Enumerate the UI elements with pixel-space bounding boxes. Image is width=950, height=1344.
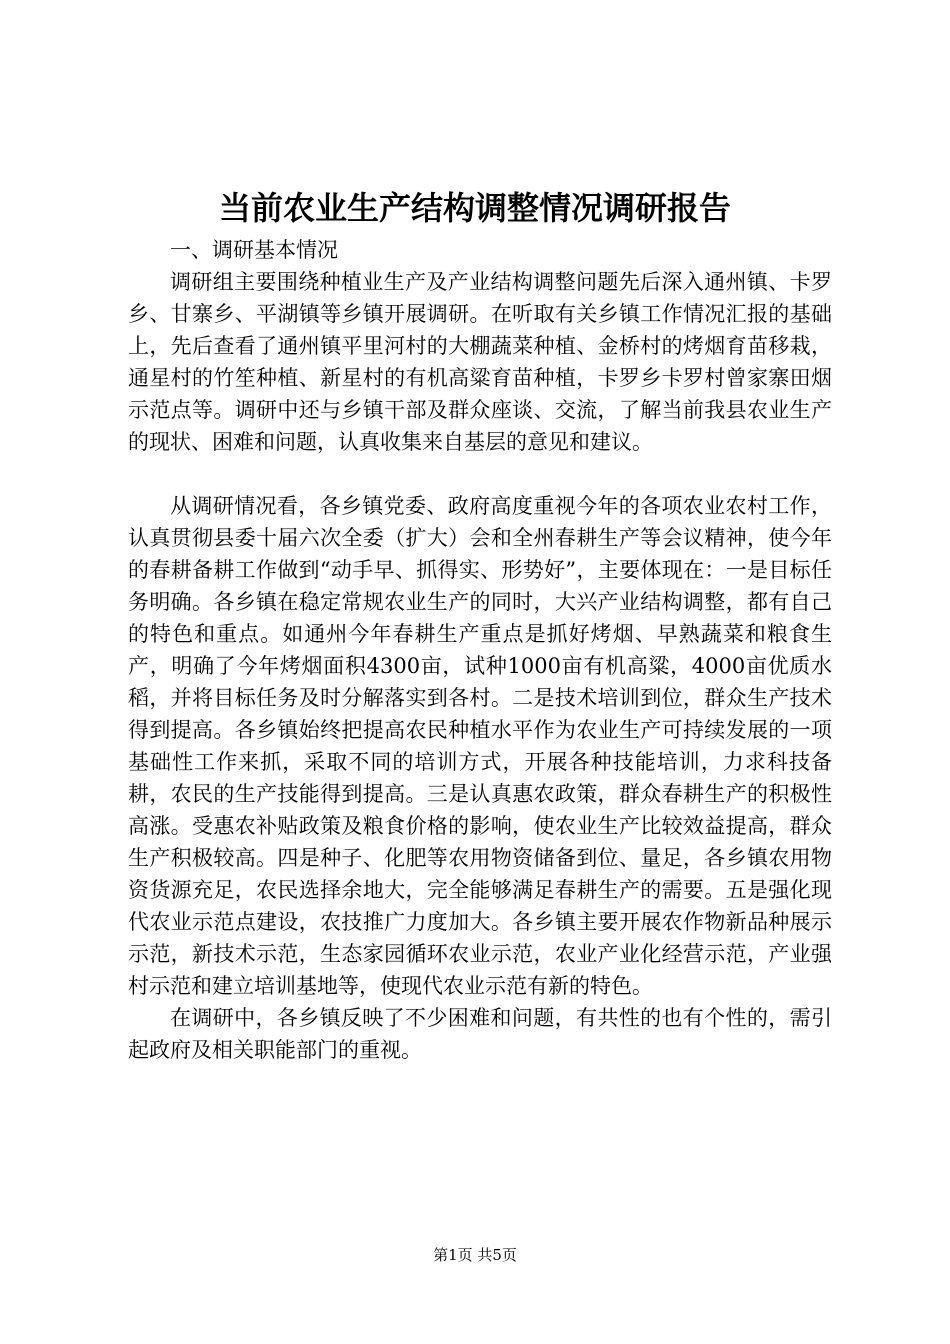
paragraph-2: 从调研情况看，各乡镇党委、政府高度重视今年的各项农业农村工作，认真贯彻县委十届六次全委（扩大）会和全州春耕生产等会议精神，使今年的春耕备耕工作做到“动手早、抓得实、形势好”，主要体现在：一是目标任务明确。各乡镇在稳定常规农业生产的同时，大兴产业结构调整，都有自己的特色和重点。如通州今年春耕生产重点是抓好烤烟、早熟蔬菜和粮食生产，明确了今年烤烟面积4300亩，试种1000亩有机高粱，4000亩优质水稻，并将目标任务及时分解落实到各村。二是技术培训到位，群众生产技术得到提高。各乡镇始终把提高农民种植水平作为农业生产可持续发展的一项基础性工作来抓，采取不同的培训方式，开展各种技能培训，力求科技备耕，农民的生产技能得到提高。三是认真惠农政策，群众春耕生产的积极性高涨。受惠农补贴政策及粮食价格的影响，使农业生产比较效益提高，群众生产积极较高。四是种子、化肥等农用物资储备到位、量足，各乡镇农用物资货源充足，农民选择余地大，完全能够满足春耕生产的需要。五是强化现代农业示范点建设，农技推广力度加大。各乡镇主要开展农作物新品种展示示范，新技术示范，生态家园循环农业示范，农业产业化经营示范，产业强村示范和建立培训基地等，使现代农业示范有新的特色。 xyxy=(128,494,832,998)
section-heading: 一、调研基本情况 xyxy=(170,238,338,262)
page-footer: 第1页 共5页 xyxy=(433,1246,517,1264)
document-body xyxy=(128,234,832,1066)
paragraph-1: 调研组主要围绕种植业生产及产业结构调整问题先后深入通州镇、卡罗乡、甘寨乡、平湖镇等乡镇开展调研。在听取有关乡镇工作情况汇报的基础上，先后查看了通州镇平里河村的大棚蔬菜种植、金桥村的烤烟育苗移栽，通星村的竹笙种植、新星村的有机高粱育苗种植，卡罗乡卡罗村曾家寨田烟示范点等。调研中还与乡镇干部及群众座谈、交流，了解当前我县农业生产的现状、困难和问题，认真收集来自基层的意见和建议。 xyxy=(128,270,832,454)
document-title: 当前农业生产结构调整情况调研报告 xyxy=(218,189,731,227)
paragraph-3: 在调研中，各乡镇反映了不少困难和问题，有共性的也有个性的，需引起政府及相关职能部门的重视。 xyxy=(128,1006,832,1062)
